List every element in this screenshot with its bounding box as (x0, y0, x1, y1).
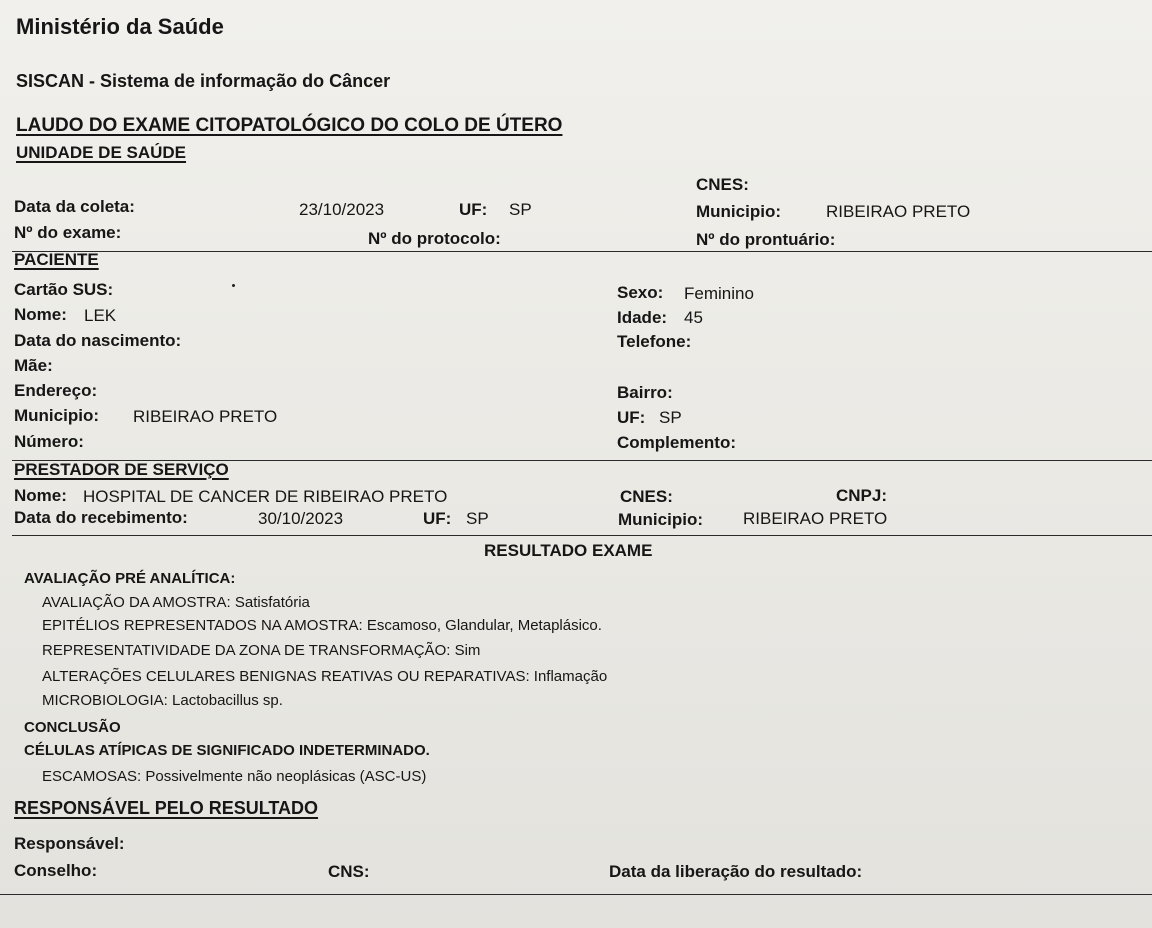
nascimento-label: Data do nascimento: (14, 331, 182, 350)
paciente-municipio-label: Municipio: (14, 406, 99, 425)
result-item-zona (42, 642, 480, 660)
result-item-amostra (42, 594, 310, 612)
ink-dot (232, 284, 235, 287)
paciente-nome-value: LEK (84, 306, 117, 325)
prestador-cnpj-label: CNPJ: (836, 486, 888, 505)
mae-label: Mãe: (14, 356, 53, 375)
bairro-label: Bairro: (617, 383, 673, 402)
recebimento-label: Data do recebimento: (14, 508, 188, 527)
section-prestador-title: PRESTADOR DE SERVIÇO (14, 460, 229, 479)
endereco-label: Endereço: (14, 381, 98, 400)
system-title: SISCAN - Sistema de informação do Câncer (16, 71, 391, 91)
atipicas-title: CÉLULAS ATÍPICAS DE SIGNIFICADO INDETERMINADO. (24, 742, 430, 759)
result-item-label: EPITÉLIOS REPRESENTADOS NA AMOSTRA: (42, 617, 363, 634)
escamosas-line (42, 768, 426, 786)
divider-line (0, 894, 1152, 895)
recebimento-value: 30/10/2023 (258, 509, 344, 528)
divider-line (12, 251, 1152, 252)
unidade-cnes-label: CNES: (696, 175, 749, 194)
result-item-value: Satisfatória (234, 594, 310, 611)
telefone-label: Telefone: (617, 332, 692, 351)
unidade-uf-value: SP (509, 200, 532, 219)
unidade-uf-label: UF: (459, 200, 488, 219)
prestador-municipio-label: Municipio: (618, 510, 703, 529)
cns-label: CNS: (328, 862, 370, 881)
divider-line (12, 535, 1152, 536)
unidade-municipio-value: RIBEIRAO PRETO (826, 202, 971, 221)
result-item-value: Sim (454, 642, 481, 659)
section-responsavel-title: RESPONSÁVEL PELO RESULTADO (14, 798, 319, 818)
result-item-value: Inflamação (533, 668, 608, 685)
conclusao-title: CONCLUSÃO (24, 719, 121, 736)
paciente-municipio-value: RIBEIRAO PRETO (133, 407, 278, 426)
result-item-epitelios (42, 617, 602, 635)
sexo-label: Sexo: (617, 283, 664, 302)
data-coleta-label: Data da coleta: (14, 197, 135, 216)
sexo-value: Feminino (684, 284, 754, 303)
result-item-label: REPRESENTATIVIDADE DA ZONA DE TRANSFORMAÇÃO: (42, 642, 451, 659)
section-resultado-title: RESULTADO EXAME (484, 541, 653, 560)
conselho-label: Conselho: (14, 861, 98, 880)
prestador-cnes-label: CNES: (620, 487, 673, 506)
responsavel-label: Responsável: (14, 834, 125, 853)
section-paciente-title: PACIENTE (14, 250, 99, 269)
idade-label: Idade: (617, 308, 668, 327)
report-title: LAUDO DO EXAME CITOPATOLÓGICO DO COLO DE ÚTERO (16, 115, 563, 136)
liberacao-label: Data da liberação do resultado: (609, 862, 863, 881)
section-unidade-title: UNIDADE DE SAÚDE (16, 143, 187, 162)
num-prontuario-label: Nº do prontuário: (696, 230, 836, 249)
result-item-label: AVALIAÇÃO DA AMOSTRA: (42, 594, 231, 611)
result-item-microbiologia (42, 692, 283, 710)
complemento-label: Complemento: (617, 433, 736, 452)
result-item-label: ALTERAÇÕES CELULARES BENIGNAS REATIVAS OU REPARATIVAS: (42, 668, 530, 685)
result-item-label: MICROBIOLOGIA: (42, 692, 168, 709)
prestador-nome-value: HOSPITAL DE CANCER DE RIBEIRAO PRETO (83, 487, 448, 506)
paciente-uf-value: SP (659, 408, 682, 427)
prestador-uf-label: UF: (423, 509, 452, 528)
num-exame-label: Nº do exame: (14, 223, 122, 242)
numero-label: Número: (14, 432, 84, 451)
idade-value: 45 (684, 308, 703, 327)
num-protocolo-label: Nº do protocolo: (368, 229, 501, 248)
pre-analitica-title: AVALIAÇÃO PRÉ ANALÍTICA: (24, 570, 236, 587)
result-item-value: Escamoso, Glandular, Metaplásico. (366, 617, 602, 634)
result-item-alteracoes (42, 668, 607, 686)
escamosas-value: Possivelmente não neoplásicas (ASC-US) (145, 768, 427, 785)
cartao-sus-label: Cartão SUS: (14, 280, 114, 299)
prestador-municipio-value: RIBEIRAO PRETO (743, 509, 888, 528)
prestador-nome-label: Nome: (14, 486, 67, 505)
ministry-title: Ministério da Saúde (16, 14, 224, 39)
paciente-uf-label: UF: (617, 408, 646, 427)
data-coleta-value: 23/10/2023 (299, 200, 385, 219)
prestador-uf-value: SP (466, 509, 489, 528)
escamosas-label: ESCAMOSAS: (42, 768, 142, 785)
result-item-value: Lactobacillus sp. (172, 692, 283, 709)
unidade-municipio-label: Municipio: (696, 202, 781, 221)
paciente-nome-label: Nome: (14, 305, 67, 324)
